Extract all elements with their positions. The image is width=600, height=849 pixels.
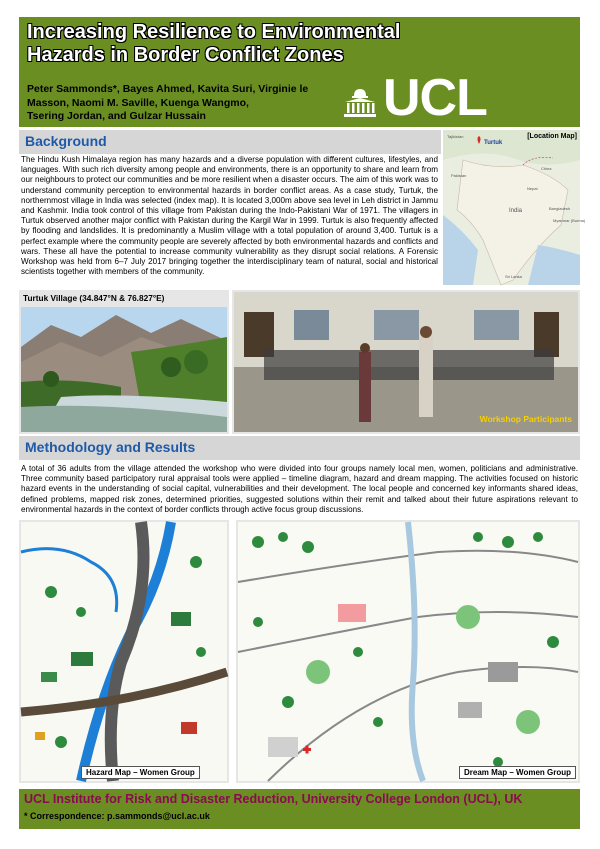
background-heading-bar	[19, 130, 441, 154]
village-photo-image	[21, 307, 227, 432]
hazard-map	[21, 522, 227, 781]
dream-map-drawing	[238, 522, 578, 781]
title-line-2: Hazards in Border Conflict Zones	[27, 44, 344, 66]
workshop-photo-image	[234, 292, 578, 432]
dream-map-caption: Dream Map – Women Group	[459, 766, 576, 779]
dream-map-panel	[236, 520, 580, 783]
map-place-label: Bangladesh	[549, 206, 571, 211]
dream-map	[238, 522, 578, 781]
poster-title	[27, 21, 467, 67]
authors-line-2: Masson, Naomi M. Saville, Kuenga Wangmo,	[27, 96, 249, 109]
background-heading: Background	[25, 133, 107, 149]
methodology-text: A total of 36 adults from the village attended the workshop who were divided into four groups namely local men, women, politicians and administrative. Three community based participatory rural appraisal tools were applied – timeline diagram, hazard and dream mapping. The activities focused on historic hazard events in the understanding of social capital, vulnerabilities and their development. The local people and concerned key informants shared ideas, defined problems, mapped risk zones, determined priorities, suggested solutions within their remit and talked about their future aspirations relevant to environmental hazards in the context of border conflicts through active focus group discussions.	[21, 464, 578, 514]
map-place-label: Pakistan	[451, 173, 467, 178]
author-list	[27, 83, 357, 124]
authors-line-1: Peter Sammonds*, Bayes Ahmed, Kavita Suri, Virginie le	[27, 83, 309, 95]
methodology-heading-bar	[19, 436, 580, 460]
hazard-map-caption: Hazard Map – Women Group	[81, 766, 200, 779]
map-place-label: Myanmar (Burma)	[553, 218, 586, 223]
village-photo-panel	[19, 290, 229, 434]
map-place-label: China	[541, 166, 552, 171]
workshop-photo-panel	[232, 290, 580, 434]
map-place-label: Sri Lanka	[505, 274, 522, 279]
location-map-label: [Location Map]	[527, 133, 577, 140]
ucl-portico-icon	[341, 87, 379, 119]
village-caption: Turtuk Village (34.847°N & 76.827°E)	[23, 293, 165, 303]
poster-footer	[19, 789, 580, 829]
background-text: The Hindu Kush Himalaya region has many hazards and a diverse population with different cultures, lifestyles, and languages. With such rich diversity among people and environments, there is an opportunity to share and learn from our neighbours to protect our communities and be more resilient when a disaster occurs. The aim of this work was to understand community perception to environmental hazards in border conflict areas. As a case study, Turtuk, the northernmost village in India was selected (index map). It is located 3,000m above sea level in Leh district in Jammu and Kashmir. India took control of this village from Pakistan during the Indo-Pakistani War of 1971. The villagers in Turtuk observed another major conflict with Pakistan during the Kargil War in 1999. Turtuk is also frequently affected by flooding and landslides. It is predominantly a Muslim village with a total population of around 3,400. Turtuk is a perfect example where the community people are severely affected by both environmental hazards and conflicts and wars. These all have the potential to increase community vulnerability as they disrupt social relations. A Forensic Workshop was held from 6–7 July 2017 bringing together the interdisciplinary team of natural, social and historical scientists together with members of the community.	[21, 155, 438, 277]
location-map	[443, 130, 586, 285]
poster-header	[19, 17, 580, 127]
location-map-graphic	[443, 130, 586, 285]
title-line-1: Increasing Resilience to Environmental	[27, 21, 401, 43]
turtuk-marker-label: Turtuk	[484, 140, 503, 146]
methodology-heading: Methodology and Results	[25, 439, 196, 455]
footer-institute: UCL Institute for Risk and Disaster Reduction, University College London (UCL), UK	[24, 792, 523, 806]
authors-line-3: Tsering Jordan, and Gulzar Hussain	[27, 110, 206, 122]
workshop-photo	[234, 292, 578, 432]
map-place-label: Tajikistan	[447, 134, 464, 139]
ucl-logo: UCL	[383, 69, 487, 127]
footer-correspondence: * Correspondence: p.sammonds@ucl.ac.uk	[24, 811, 210, 821]
village-photo	[21, 307, 227, 432]
hazard-map-panel	[19, 520, 229, 783]
hazard-map-drawing	[21, 522, 227, 781]
workshop-caption: Workshop Participants	[479, 414, 572, 424]
map-place-label: Nepal	[527, 186, 538, 191]
map-place-label: India	[509, 208, 523, 214]
